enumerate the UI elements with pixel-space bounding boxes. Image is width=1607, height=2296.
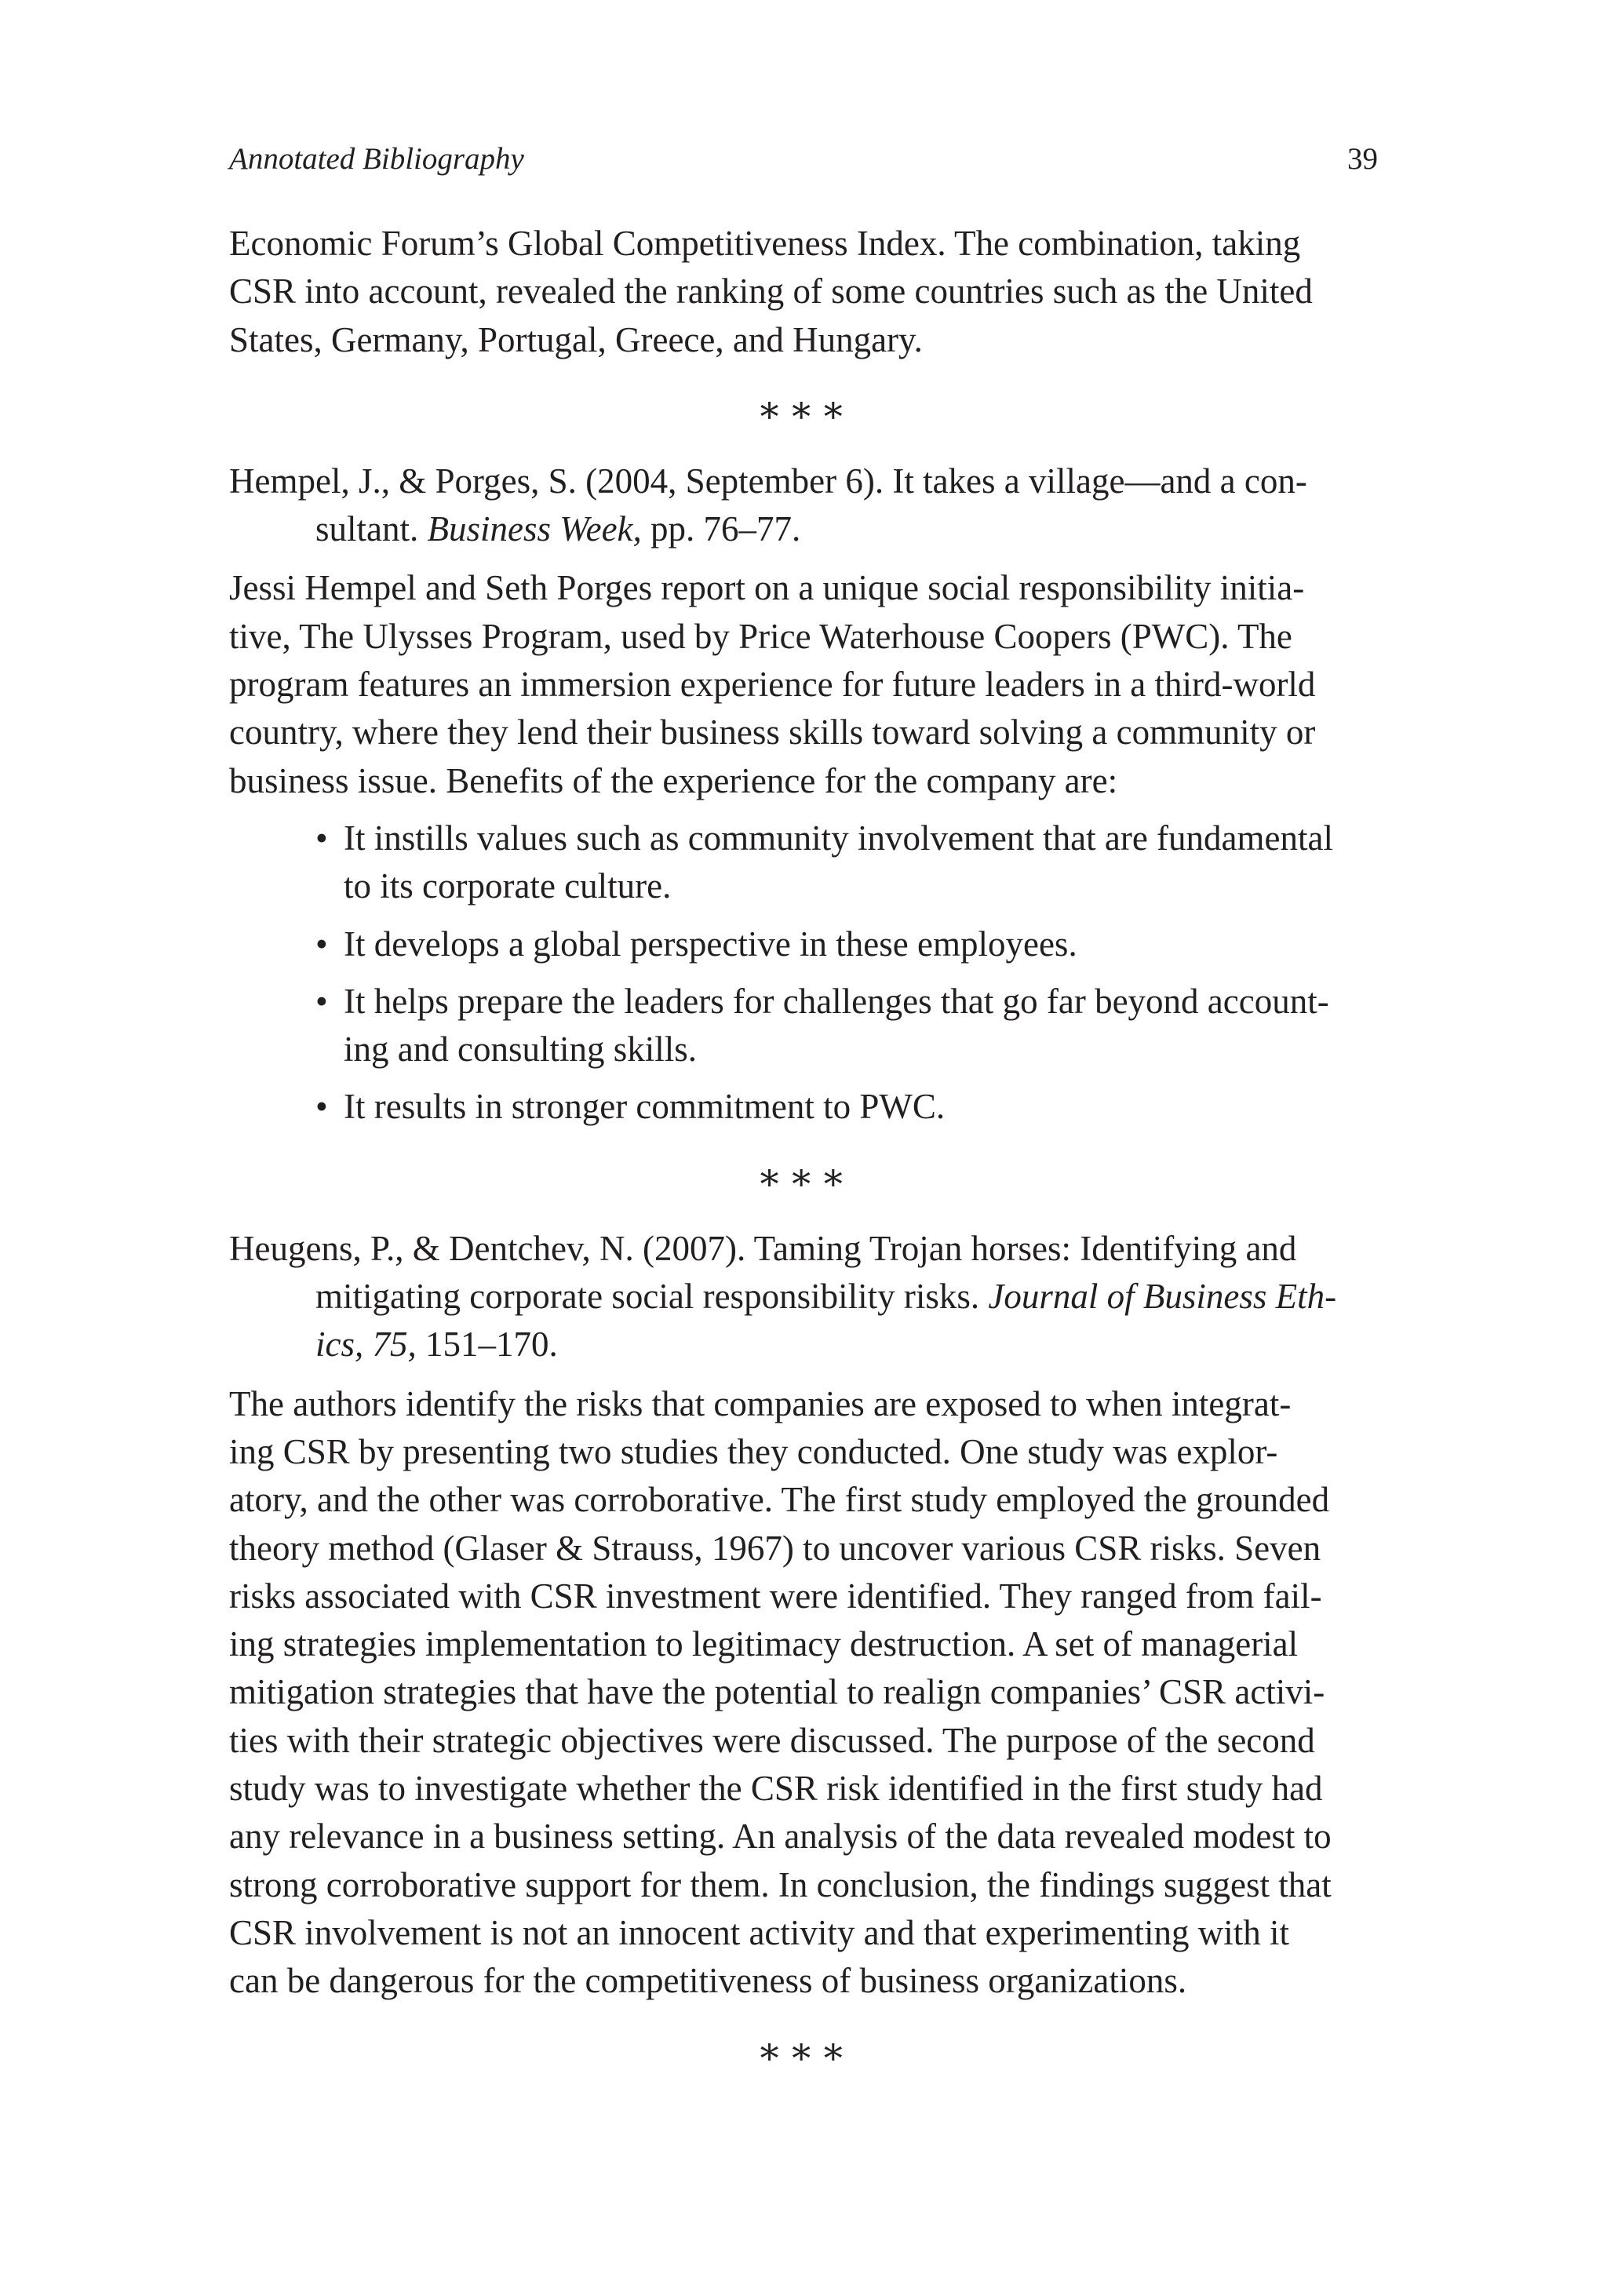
text-line: atory, and the other was corroborative. The first study employed the grounded — [229, 1480, 1330, 1520]
summary-heugens-dentchev — [229, 1380, 1379, 2006]
page-content — [229, 220, 1379, 2099]
text-line: ing CSR by presenting two studies they conducted. One study was explor- — [229, 1431, 1278, 1471]
citation-heugens-dentchev — [229, 1225, 1379, 1369]
text-line: Hempel, J., & Porges, S. (2004, September 6). It takes a village—and a con- — [229, 461, 1307, 501]
text-line: risks associated with CSR investment were identified. They ranged from fail- — [229, 1576, 1322, 1616]
text-line: country, where they lend their business skills toward solving a community or — [229, 712, 1316, 753]
text-line: program features an immersion experience for future leaders in a third-world — [229, 665, 1316, 705]
text-line: CSR involvement is not an innocent activity and that experimenting with it — [229, 1912, 1290, 1952]
text-line: any relevance in a business setting. An analysis of the data revealed modest to — [229, 1817, 1332, 1857]
page-number: 39 — [1347, 142, 1378, 176]
text-line: It develops a global perspective in these employees. — [344, 924, 1077, 964]
section-separator: ∗∗∗ — [756, 388, 852, 431]
section-separator: ∗∗∗ — [756, 2030, 852, 2072]
bullet-icon: • — [315, 981, 328, 1021]
text-line: business issue. Benefits of the experience for the company are: — [229, 760, 1118, 800]
journal-title: Business Week, — [427, 509, 642, 549]
text-line: ing strategies implementation to legitimacy destruction. A set of managerial — [229, 1624, 1299, 1664]
running-head — [229, 140, 1378, 179]
benefits-list — [229, 815, 1379, 1132]
text-line: ties with their strategic objectives were discussed. The purpose of the second — [229, 1720, 1315, 1760]
text-line: Heugens, P., & Dentchev, N. (2007). Taming Trojan horses: Identifying and — [229, 1228, 1297, 1268]
text-line: CSR into account, revealed the ranking of some countries such as the United — [229, 272, 1313, 312]
text-line: 151–170. — [416, 1325, 558, 1365]
text-line: can be dangerous for the competitiveness of business organizations. — [229, 1961, 1187, 2001]
text-line: tive, The Ulysses Program, used by Price Waterhouse Coopers (PWC). The — [229, 616, 1292, 656]
journal-title: Journal of Business Eth- — [988, 1277, 1337, 1317]
text-line: theory method (Glaser & Strauss, 1967) to uncover various CSR risks. Seven — [229, 1528, 1321, 1568]
bullet-icon: • — [315, 818, 328, 858]
text-line: mitigating corporate social responsibility risks. — [315, 1277, 989, 1317]
citation-hempel-porges — [229, 457, 1379, 554]
text-line: The authors identify the risks that companies are exposed to when integrat- — [229, 1383, 1292, 1423]
text-line: to its corporate culture. — [344, 866, 672, 906]
summary-hempel-porges — [229, 564, 1379, 804]
list-item — [229, 978, 1379, 1074]
list-item — [229, 1083, 1379, 1131]
list-item — [229, 920, 1379, 968]
text-line: pp. 76–77. — [641, 509, 801, 549]
text-line: Economic Forum’s Global Competitiveness Index. The combination, taking — [229, 224, 1301, 263]
section-separator: ∗∗∗ — [756, 1156, 852, 1198]
text-line: study was to investigate whether the CSR risk identified in the first study had — [229, 1769, 1323, 1809]
running-title: Annotated Bibliography — [229, 142, 524, 176]
text-line: Jessi Hempel and Seth Porges report on a unique social responsibility initia- — [229, 568, 1305, 608]
text-line: States, Germany, Portugal, Greece, and Hungary. — [229, 319, 923, 359]
text-line: mitigation strategies that have the potential to realign companies’ CSR activi- — [229, 1672, 1325, 1712]
text-line: ing and consulting skills. — [344, 1030, 697, 1070]
text-line: sultant. — [315, 509, 428, 549]
bullet-icon: • — [315, 924, 328, 964]
bullet-icon: • — [315, 1087, 328, 1127]
journal-volume: ics, 75, — [315, 1325, 417, 1365]
list-item — [229, 815, 1379, 911]
text-line: It helps prepare the leaders for challenges that go far beyond account- — [344, 981, 1329, 1021]
continuation-paragraph — [229, 220, 1379, 364]
text-line: It results in stronger commitment to PWC. — [344, 1087, 946, 1127]
text-line: strong corroborative support for them. In conclusion, the findings suggest that — [229, 1864, 1332, 1904]
text-line: It instills values such as community involvement that are fundamental — [344, 818, 1333, 858]
